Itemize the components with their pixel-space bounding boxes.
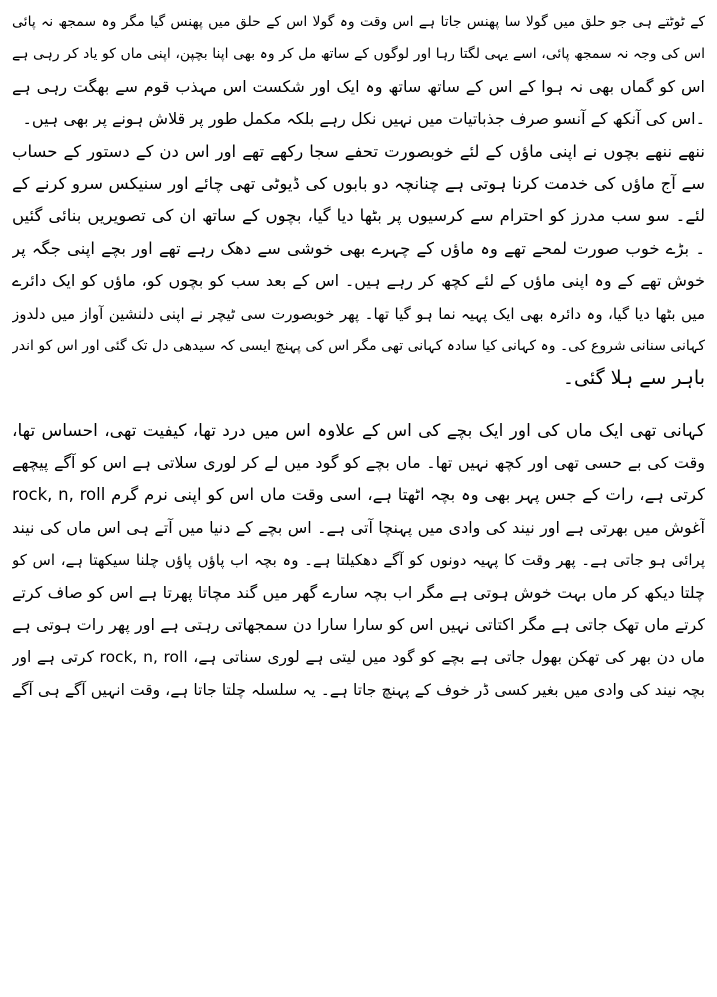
text-line: کہانی سنانی شروع کی۔ وہ کہانی کیا سادہ کہانی تھی مگر اس کی پہنچ ایسی کہ سیدھی دل تک گئی اور اس کو اندر: [12, 337, 705, 354]
text-line: ۔ بڑے خوب صورت لمحے تھے وہ ماؤں کے چہرے بھی خوشی سے دھک رہے تھے اور بچے اپنی جگہ پر: [12, 238, 705, 258]
text-line: وقت کی بے حسی تھی اور کچھ نہیں تھا۔ ماں بچے کو گود میں لے کر لوری سلاتی ہے اس کو آگے پیچھے: [12, 453, 705, 473]
text-line: میں بٹھا دیا گیا، وہ دائرہ بھی ایک پہیہ نما ہو گیا تھا۔ پھر خوبصورت سی ٹیچر نے اپنی دلنشین آواز میں دلدوز: [12, 304, 705, 323]
text-line: بچہ نیند کی وادی میں بغیر کسی ڈر خوف کے پہنچ جاتا ہے۔ یہ سلسلہ چلتا جاتا ہے، وقت انہیں آگے ہی آگے: [12, 680, 705, 699]
text-line: کرتے ماں تھک جاتی ہے مگر اکتاتی نہیں اس کو سارا سارا دن سمجھاتی رہتی ہے اور پھر رات ہوتی ہے: [12, 615, 705, 635]
paragraph-2: [12, 136, 705, 395]
paragraph-1: [12, 6, 705, 136]
text-line: کہانی تھی ایک ماں کی اور ایک بچے کی اس کے علاوہ اس میں درد تھا، کیفیت تھی، احساس تھا،: [12, 420, 705, 441]
text-line: rock, n, roll کرتی ہے، رات کے جس پہر بھی وہ بچہ اٹھتا ہے، اسی وقت ماں اس کو اپنی نرم گرم: [12, 485, 705, 505]
text-line: آغوش میں بھرتی ہے اور نیند کی وادی میں پہنچا آتی ہے۔ اس بچے کے دنیا میں آتے ہی اس ماں کی نیند: [12, 517, 705, 537]
text-line: کے ٹوٹتے ہی جو حلق میں گولا سا پھنس جاتا ہے اس وقت وہ گولا اس کے حلق میں پھنس گیا مگر وہ سمجھ نہ پائی: [12, 14, 705, 30]
text-line: پرائی ہو جاتی ہے۔ پھر وقت کا پہیہ دونوں کو آگے دھکیلتا ہے۔ وہ بچہ اب پاؤں پاؤں چلنا سیکھتا ہے، اس کو: [12, 551, 705, 570]
text-line: اس کی وجہ نہ سمجھ پائی، اسے یہی لگتا رہا اور لوگوں کے ساتھ مل کر وہ بھی اپنا بچپن، اپنی ماں کو یاد کر رہی ہے: [12, 46, 705, 63]
text-line: باہر سے ہلا گئی۔: [562, 367, 705, 390]
text-line: خوش تھے کے وہ اپنی ماؤں کے لئے کچھ کر رہے ہیں۔ اس کے بعد سب کو بچوں کو، ماؤں کو ایک دائرے: [12, 271, 705, 291]
text-line: لئے۔ سو سب مدرز کو احترام سے کرسیوں پر بٹھا دیا گیا، بچوں کے ساتھ ان کی تصویریں بنائی گئیں: [12, 206, 705, 226]
paragraph-3: [12, 415, 705, 707]
text-line: سے آج ماؤں کی خدمت کرنا ہوتی ہے چنانچہ دو بابوں کی ڈیوٹی تھی چائے اور سنیکس سرو کرنے کے: [12, 173, 705, 193]
text-line: ماں دن بھر کی تھکن بھول جاتی ہے بچے کو گود میں لیتی ہے لوری سناتی ہے، rock, n, roll کرتی ہے اور: [12, 648, 705, 667]
text-line: اس کو گماں بھی نہ ہوا کے اس کے ساتھ ساتھ وہ ایک اور شکست اس مہذب قوم سے بھگت رہی ہے: [12, 76, 705, 96]
text-line: چلتا دیکھ کر ماں بہت خوش ہوتی ہے مگر اب بچہ سارے گھر میں گند مچاتا پھرتا ہے اس کو صاف کرتے: [12, 582, 705, 602]
text-line: ننھے ننھے بچوں نے اپنی ماؤں کے لئے خوبصورت تحفے سجا رکھے تھے اور اس دن کے دستور کے حساب: [12, 141, 705, 161]
text-line: ۔اس کی آنکھ کے آنسو صرف جذباتیات میں نہیں نکل رہے بلکہ مکمل طور پر قلاش ہونے پر بھی ہیں۔: [22, 109, 705, 129]
